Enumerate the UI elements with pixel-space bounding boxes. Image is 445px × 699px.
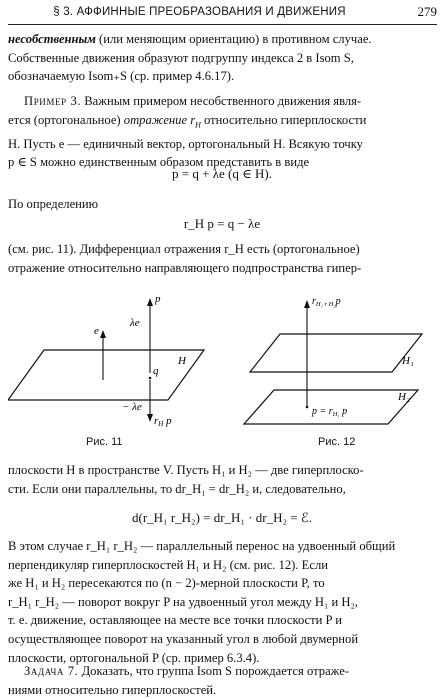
- page-number: 279: [417, 4, 437, 19]
- example-line3: H. Пусть e — единичный вектор, ортогональный H. Всякую точку: [8, 136, 363, 151]
- task-7: [8, 662, 436, 699]
- label-point-p-tail: p: [339, 406, 348, 417]
- para1-line3: обозначаемую Isom₊S (ср. пример 4.6.17).: [8, 69, 235, 84]
- figure-11-drawing: [8, 290, 218, 430]
- paragraph-differential: [8, 240, 436, 277]
- figure-11: [8, 290, 218, 430]
- label-top-r: r: [312, 296, 316, 307]
- case-line5: т. е. движение, оставляющее на месте все точки плоскости P и: [8, 613, 342, 628]
- example-line2a: ется (ортогональное): [8, 112, 124, 127]
- label-rhp-r: r: [154, 415, 159, 427]
- label-rhp-tail: p: [163, 415, 172, 427]
- plane-h: [8, 350, 204, 400]
- para1-line2: Собственные движения образуют подгруппу индекса 2 в Isom S,: [8, 50, 354, 65]
- case-line6: осуществляющее поворот на указанный угол в любой двумерной: [8, 631, 359, 646]
- point-p: [306, 406, 309, 409]
- label-top: [312, 296, 341, 308]
- label-h1: H₁: [402, 355, 414, 367]
- figure-12-drawing: [232, 290, 437, 430]
- example-line4: p ∈ S можно единственным образом представить в виде: [8, 155, 310, 170]
- running-header: [8, 2, 437, 25]
- label-rhp: [154, 415, 172, 428]
- formula-reflection: r_H p = q − λe: [183, 216, 261, 231]
- example-3: Пример 3. Важным примером несобственного движения явля- ется (ортогональное) отражение $r_H$ относительно гиперплоскости H. Пусть e — единичный вектор, ортогональный H. Всякую точку p ∈ S можно единственным образом представить в виде: [8, 92, 436, 172]
- example-label: Пример 3.: [24, 94, 82, 108]
- case-line4: r_H₁ r_H₂ — поворот вокруг P на удвоенный угол между H₁ и H₂,: [8, 594, 359, 609]
- plane-h1: [250, 334, 422, 372]
- case-line2: перпендикуляр гиперплоскостей H₁ и H₂ (см. рис. 12). Если: [8, 557, 328, 572]
- para1-line1: (или меняющим ориентацию) в противном случае.: [95, 32, 372, 46]
- label-point-p-sub: H₁: [332, 411, 340, 418]
- header-title: § 3. АФФИННЫЕ ПРЕОБРАЗОВАНИЯ И ДВИЖЕНИЯ: [53, 6, 346, 18]
- case-line3: же H₁ и H₂ пересекаются по (n − 2)-мерной плоскости P, то: [8, 576, 325, 591]
- para-after-line2: отражение относительно направляющего подпространства гипер-: [8, 260, 362, 275]
- label-lambda-e: λe: [130, 317, 140, 329]
- caption-figure-12: Рис. 12: [318, 436, 356, 448]
- label-top-tail: p: [335, 296, 341, 307]
- label-top-sub: H₁ r H₂: [315, 301, 336, 308]
- figure-12: [232, 290, 437, 430]
- formula-composition: d(r_H₁ r_H₂) = dr_H₁ · dr_H₂ = ℰ.: [131, 510, 313, 525]
- para-cont-line2: сти. Если они параллельны, то dr_H₁ = dr_H₂ и, следовательно,: [8, 481, 346, 496]
- label-p: p: [155, 293, 161, 305]
- para-after-line1: (см. рис. 11). Дифференциал отражения r_H есть (ортогональное): [8, 242, 360, 256]
- task-line1: Доказать, что группа Isom S порождается отраже-: [78, 664, 349, 678]
- arrow-e: [100, 330, 106, 338]
- label-e: e: [94, 325, 99, 337]
- point-q: [149, 377, 152, 380]
- case-line7: плоскости, ортогональной P (ср. пример 6.3.4).: [8, 650, 260, 665]
- label-h2: H₂: [398, 391, 410, 403]
- term-improper: несобственным: [8, 32, 96, 46]
- label-q: q: [153, 365, 159, 377]
- task-label: Задача 7.: [24, 664, 79, 678]
- task-line2: ниями относительно гиперплоскостей.: [8, 682, 217, 697]
- label-rhp-sub: H: [158, 420, 164, 428]
- case-line1: В этом случае r_H₁ r_H₂ — параллельный перенос на удвоенный общий: [8, 539, 396, 553]
- paragraph-cases: [8, 537, 436, 667]
- arrow-rhp: [147, 414, 153, 422]
- term-reflection: отражение: [123, 112, 188, 127]
- caption-figure-11: Рис. 11: [86, 436, 123, 448]
- label-point-p-text: p = r: [312, 406, 333, 417]
- arrow-p: [147, 298, 153, 306]
- para-cont-line1: плоскости H в пространстве V. Пусть H₁ и H₂ — две гиперплоско-: [8, 463, 364, 477]
- paragraph-hyperplanes: [8, 461, 436, 498]
- example-line1: Важным примером несобственного движения явля-: [81, 94, 362, 108]
- label-minus-lambda-e: − λe: [122, 401, 142, 413]
- definition-line: По определению: [8, 197, 99, 211]
- formula-decomposition: p = q + λe (q ∈ H).: [172, 166, 272, 181]
- label-plane-h: H: [178, 355, 186, 367]
- r-symbol: r: [187, 112, 196, 127]
- example-line2b: относительно гиперплоскости: [200, 112, 367, 127]
- arrow-top: [304, 300, 310, 308]
- paragraph-orientation: [8, 30, 436, 86]
- label-point-p: [311, 406, 347, 418]
